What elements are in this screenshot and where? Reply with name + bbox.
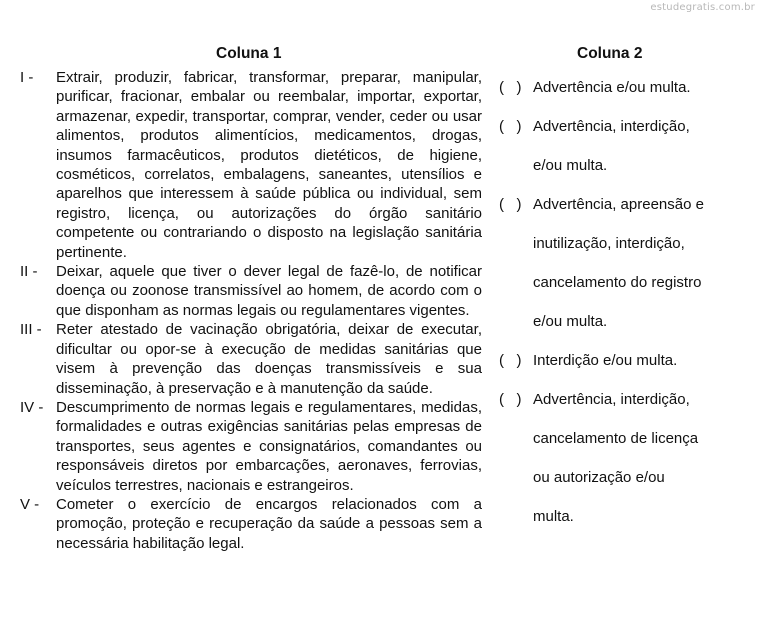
answer-blank: ( ) bbox=[499, 391, 522, 408]
column2-option bbox=[499, 185, 739, 341]
item-number: I - bbox=[20, 69, 34, 86]
item-text: Descumprimento de normas legais e regulamentares, medidas, formalidades e outras exigências sanitárias pelas empresas de transportes, seus agentes e consignatários, comandantes ou responsáveis diretos por embarcações, aeronaves, ferrovias, veículos terrestres, nacionais e estrangeiros. bbox=[56, 398, 482, 494]
column2-option bbox=[499, 107, 739, 185]
answer-blank: ( ) bbox=[499, 118, 522, 135]
column1-item bbox=[20, 262, 482, 320]
column2-option bbox=[499, 341, 739, 380]
option-text: cancelamento de licença bbox=[533, 430, 699, 447]
option-text: Advertência, apreensão e bbox=[533, 196, 704, 213]
option-text: e/ou multa. bbox=[533, 157, 608, 174]
column1-title: Coluna 1 bbox=[216, 45, 282, 62]
column1-list bbox=[20, 68, 482, 553]
answer-blank: ( ) bbox=[499, 352, 522, 369]
option-text: multa. bbox=[533, 508, 574, 525]
answer-blank: ( ) bbox=[499, 196, 522, 213]
option-text: inutilização, interdição, bbox=[533, 235, 685, 252]
column2-option bbox=[499, 68, 739, 107]
item-text: Reter atestado de vacinação obrigatória, deixar de executar, dificultar ou opor-se à execução de medidas sanitárias que visem à prevenção das doenças transmissíveis e sua disseminação, à preservação e à manutenção da saúde. bbox=[56, 321, 482, 397]
item-number: IV - bbox=[20, 398, 44, 416]
item-number: III - bbox=[20, 321, 42, 339]
column2-option bbox=[499, 380, 739, 536]
watermark: estudegratis.com.br bbox=[650, 2, 755, 13]
answer-blank: ( ) bbox=[499, 79, 522, 96]
item-text: Cometer o exercício de encargos relacionados com a promoção, proteção e recuperação da saúde a pessoas sem a necessária habilitação legal. bbox=[56, 495, 482, 552]
option-text: e/ou multa. bbox=[533, 313, 608, 330]
column1-item bbox=[20, 398, 482, 495]
column2-list bbox=[499, 68, 739, 536]
item-text: Deixar, aquele que tiver o dever legal de fazê-lo, de notificar doença ou zoonose transmissível ao homem, de acordo com o que disponham as normas legais ou regulamentares vigentes. bbox=[56, 263, 482, 319]
option-text: Advertência, interdição, bbox=[533, 118, 690, 135]
column2-title: Coluna 2 bbox=[577, 45, 643, 62]
column1-item bbox=[20, 320, 482, 398]
column1-item bbox=[20, 495, 482, 553]
column1-item bbox=[20, 68, 482, 262]
item-number: II - bbox=[20, 263, 38, 281]
item-number: V - bbox=[20, 495, 40, 513]
item-text: Extrair, produzir, fabricar, transformar, preparar, manipular, purificar, fracionar, embalar ou reembalar, importar, exportar, armazenar, expedir, transportar, comprar, vender, ceder ou usar alimentos, produtos alimentícios, medicamentos, drogas, insumos farmacêuticos, produtos dietéticos, de higiene, cosméticos, correlatos, embalagens, saneantes, utensílios e aparelhos que interessem à saúde pública ou individual, sem registro, licença, ou autorizações do órgão sanitário competente ou contrariando o disposto na legislação sanitária pertinente. bbox=[56, 69, 482, 261]
option-text: cancelamento do registro bbox=[533, 274, 702, 291]
option-text: Advertência, interdição, bbox=[533, 391, 690, 408]
option-text: Interdição e/ou multa. bbox=[533, 352, 678, 369]
option-text: Advertência e/ou multa. bbox=[533, 79, 691, 96]
option-text: ou autorização e/ou bbox=[533, 469, 665, 486]
